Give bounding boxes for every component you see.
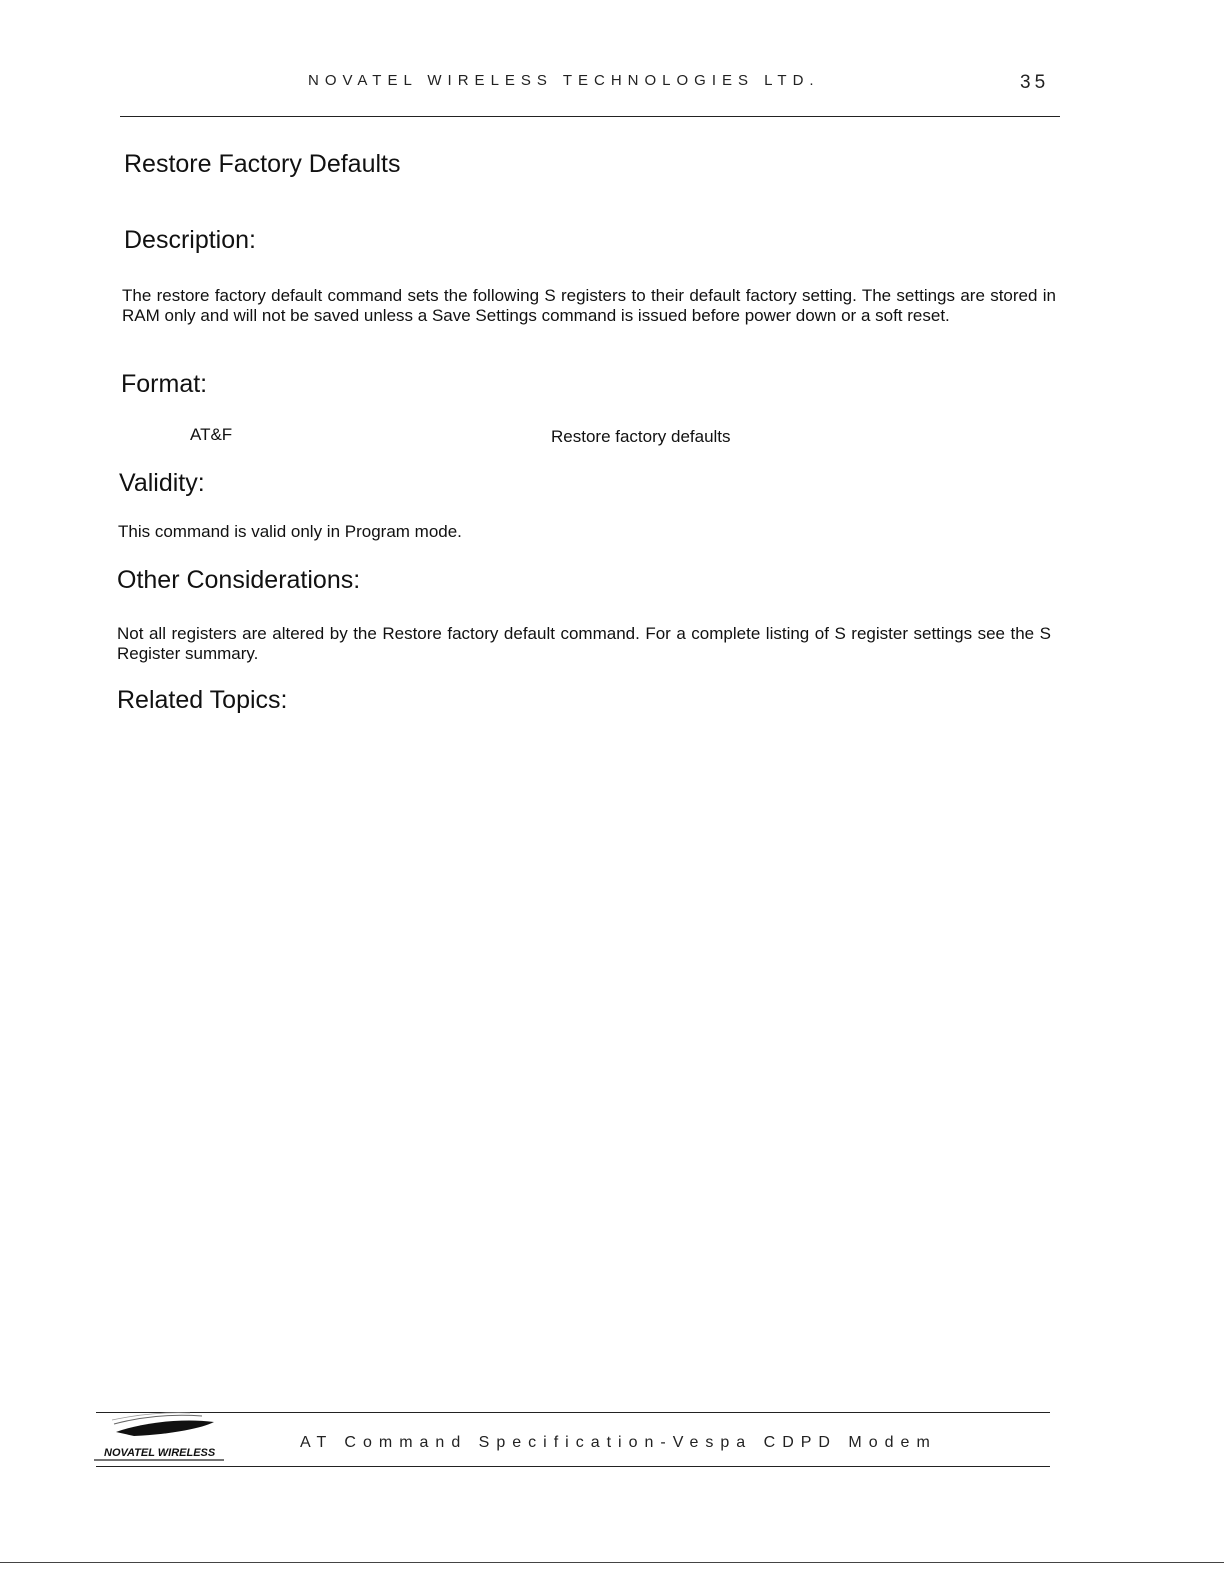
page-number: 35	[1020, 72, 1050, 93]
footer-bottom-rule	[96, 1466, 1050, 1467]
header-rule	[120, 116, 1060, 117]
description-heading: Description:	[124, 226, 256, 254]
page-title: Restore Factory Defaults	[124, 150, 401, 178]
novatel-wireless-logo	[94, 1408, 224, 1464]
footer-document-title: AT Command Specification-Vespa CDPD Modem	[300, 1434, 937, 1451]
format-heading: Format:	[121, 370, 208, 398]
logo-wordmark: NOVATEL WIRELESS	[104, 1447, 216, 1459]
validity-heading: Validity:	[119, 469, 205, 497]
page-header-company: NOVATEL WIRELESS TECHNOLOGIES LTD.	[308, 72, 820, 89]
other-considerations-text: Not all registers are altered by the Restore factory default command. For a complete listing of S register settings see the S Register summary.	[117, 624, 1051, 663]
format-command: AT&F	[190, 425, 233, 444]
logo-swoosh-icon	[112, 1413, 214, 1436]
related-topics-heading: Related Topics:	[117, 686, 288, 714]
other-considerations-heading: Other Considerations:	[117, 566, 361, 594]
validity-text: This command is valid only in Program mode.	[118, 522, 462, 541]
footer-top-rule	[96, 1412, 1050, 1413]
page-bottom-rule	[0, 1562, 1224, 1563]
description-text: The restore factory default command sets the following S registers to their default factory setting. The settings are stored in RAM only and will not be saved unless a Save Settings command is issued before power down or a soft reset.	[122, 286, 1056, 325]
format-command-description: Restore factory defaults	[551, 427, 731, 446]
